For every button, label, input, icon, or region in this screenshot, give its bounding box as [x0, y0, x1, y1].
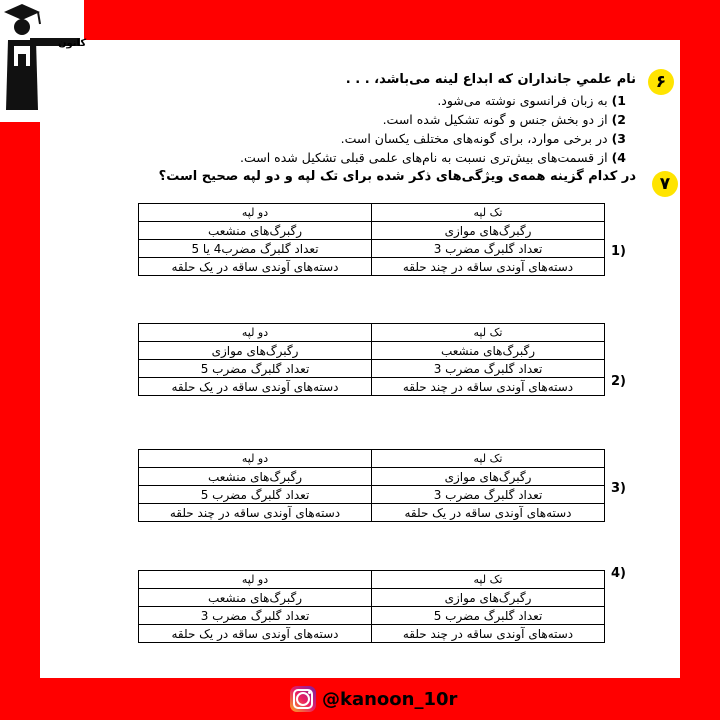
header-monocot: تک لپه [372, 450, 605, 468]
graduate-figure-icon [0, 0, 87, 122]
logo-text: کانون [58, 38, 87, 49]
question-6-number: ۶ [648, 69, 674, 95]
instagram-footer[interactable] [290, 684, 457, 714]
option-4-label: 4) [611, 566, 626, 581]
table-cell: تعداد گلبرگ مضرب 5 [139, 360, 372, 378]
table-cell: رگبرگ‌های موازی [139, 342, 372, 360]
option-3-table [138, 449, 605, 522]
table-cell: رگبرگ‌های منشعب [372, 342, 605, 360]
table-row [139, 589, 605, 607]
table-cell: تعداد گلبرگ مضرب 3 [372, 360, 605, 378]
header-monocot: تک لپه [372, 324, 605, 342]
table-row [139, 607, 605, 625]
table-cell: رگبرگ‌های منشعب [139, 468, 372, 486]
table-cell: دسته‌های آوندی ساقه در چند حلقه [372, 625, 605, 643]
table-cell: تعداد گلبرگ مضرب 3 [139, 607, 372, 625]
header-dicot: دو لپه [139, 324, 372, 342]
header-dicot: دو لپه [139, 571, 372, 589]
header-monocot: تک لپه [372, 571, 605, 589]
table-cell: دسته‌های آوندی ساقه در یک حلقه [139, 378, 372, 396]
instagram-icon [290, 686, 316, 712]
table-header-row [139, 324, 605, 342]
option-1-table [138, 203, 605, 276]
table-cell: دسته‌های آوندی ساقه در یک حلقه [139, 258, 372, 276]
table-cell: دسته‌های آوندی ساقه در چند حلقه [372, 258, 605, 276]
question-6-title: نام علمیِ جانداران که ابداع لینه می‌باشد، . . . [345, 72, 636, 87]
question-6-option-2: 2)از دو بخش جنس و گونه تشکیل شده است. [382, 112, 626, 127]
table-row [139, 360, 605, 378]
option-2-table [138, 323, 605, 396]
question-6-option-4: 4)از قسمت‌های بیش‌تری نسبت به نام‌های علمی قبلی تشکیل شده است. [240, 150, 626, 165]
table-cell: تعداد گلبرگ مضرب 5 [372, 607, 605, 625]
table-row [139, 468, 605, 486]
option-3-label: 3) [611, 481, 626, 496]
table-cell: تعداد گلبرگ مضرب 3 [372, 240, 605, 258]
table-cell: رگبرگ‌های موازی [372, 468, 605, 486]
table-header-row [139, 571, 605, 589]
instagram-handle[interactable]: @kanoon_10r [322, 688, 458, 710]
table-row [139, 504, 605, 522]
table-cell: رگبرگ‌های موازی [372, 589, 605, 607]
table-row [139, 258, 605, 276]
header-dicot: دو لپه [139, 450, 372, 468]
table-cell: تعداد گلبرگ مضرب 3 [372, 486, 605, 504]
question-6-option-3: 3)در برخی موارد، برای گونه‌های مختلف یکسان است. [340, 131, 626, 146]
table-cell: رگبرگ‌های موازی [372, 222, 605, 240]
option-2-label: 2) [611, 374, 626, 389]
table-cell: تعداد گلبرگ مضرب 5 [139, 486, 372, 504]
table-row [139, 240, 605, 258]
header-monocot: تک لپه [372, 204, 605, 222]
table-cell: رگبرگ‌های منشعب [139, 222, 372, 240]
table-cell: دسته‌های آوندی ساقه در چند حلقه [372, 378, 605, 396]
question-7-title: در کدام گزینه همه‌ی ویژگی‌های ذکر شده برای تک لپه و دو لپه صحیح است؟ [158, 169, 636, 184]
option-1-label: 1) [611, 244, 626, 259]
table-cell: دسته‌های آوندی ساقه در یک حلقه [139, 625, 372, 643]
table-cell: رگبرگ‌های منشعب [139, 589, 372, 607]
header-dicot: دو لپه [139, 204, 372, 222]
table-row [139, 342, 605, 360]
table-row [139, 222, 605, 240]
table-cell: دسته‌های آوندی ساقه در چند حلقه [139, 504, 372, 522]
question-7-number: ۷ [652, 171, 678, 197]
table-row [139, 625, 605, 643]
table-header-row [139, 204, 605, 222]
kanoon-logo [0, 0, 87, 122]
table-cell: دسته‌های آوندی ساقه در یک حلقه [372, 504, 605, 522]
table-cell: تعداد گلبرگ مضرب4 یا 5 [139, 240, 372, 258]
option-4-table [138, 570, 605, 643]
table-row [139, 486, 605, 504]
question-6-option-1: 1)به زبان فرانسوی نوشته می‌شود. [437, 93, 626, 108]
table-header-row [139, 450, 605, 468]
table-row [139, 378, 605, 396]
